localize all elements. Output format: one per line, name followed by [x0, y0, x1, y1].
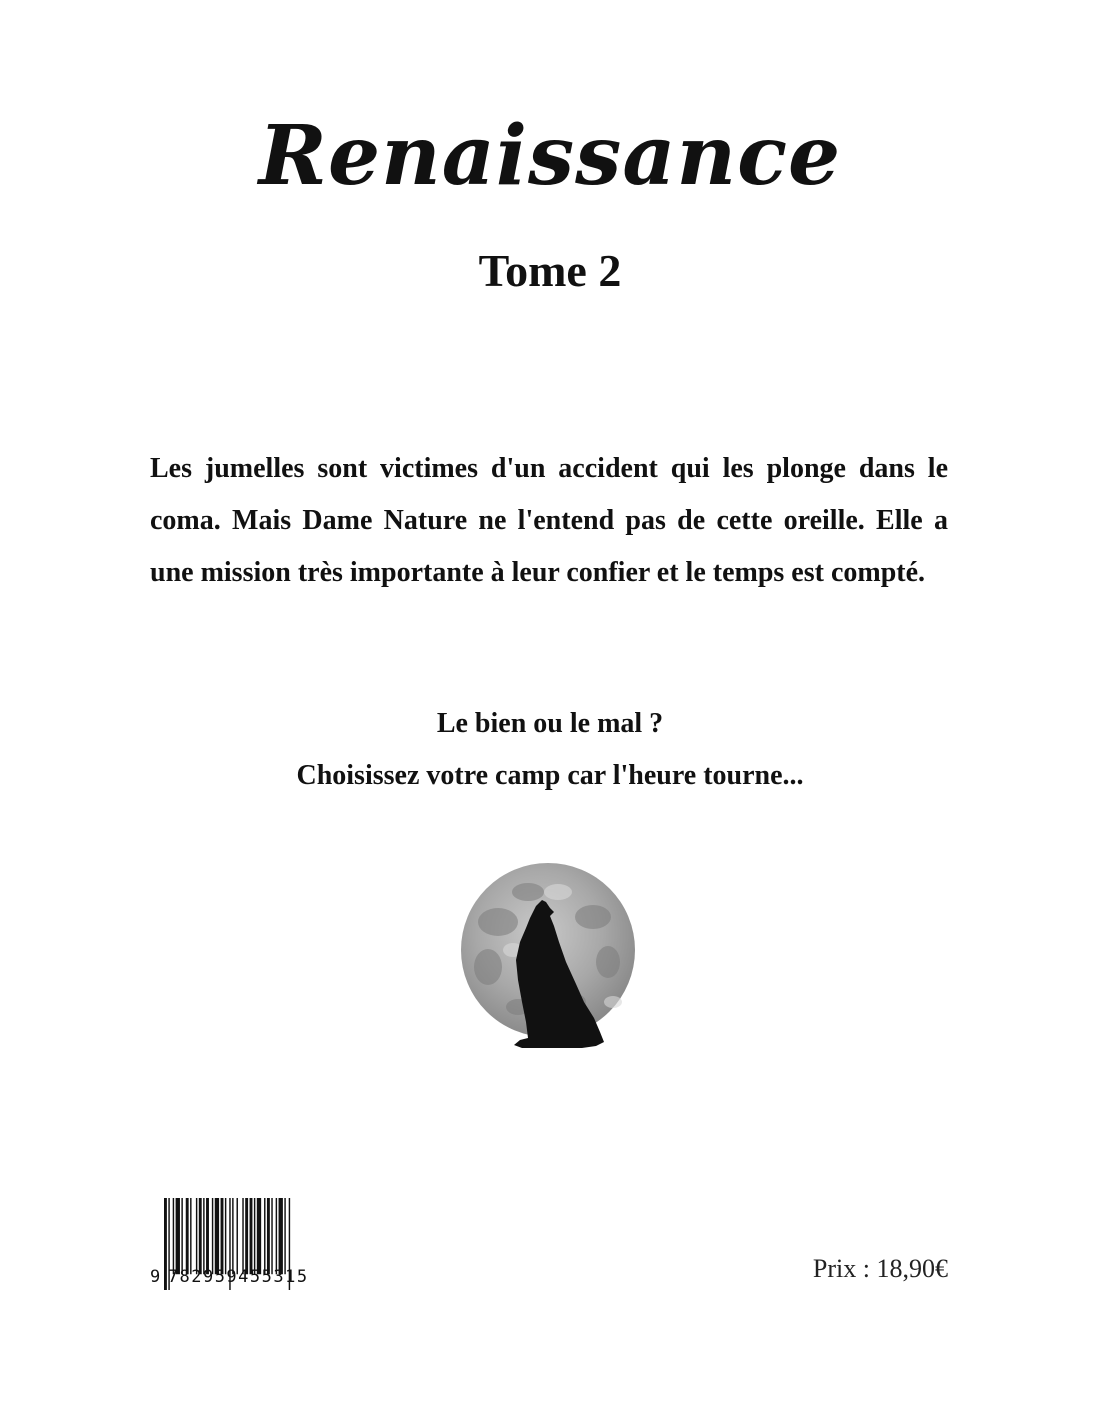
barcode-bar: [199, 1198, 202, 1274]
barcode-bar: [264, 1198, 265, 1274]
barcode-bar: [271, 1198, 272, 1274]
barcode-bar: [245, 1198, 248, 1274]
barcode-bar: [242, 1198, 243, 1274]
barcode-bar: [181, 1198, 182, 1274]
barcode-bar: [250, 1198, 253, 1274]
barcode-bar: [225, 1198, 226, 1274]
book-title: Renaissance: [258, 108, 842, 204]
barcode-bar: [254, 1198, 255, 1274]
barcode-bar: [186, 1198, 189, 1274]
barcode-bar: [203, 1198, 204, 1274]
tagline-question: Le bien ou le mal ?: [436, 708, 664, 739]
barcode-bar: [284, 1198, 285, 1274]
isbn-digits: 782959455315: [167, 1267, 309, 1287]
barcode-bar: [232, 1198, 233, 1274]
barcode-bar: [196, 1198, 197, 1274]
price-label: Prix : 18,90€: [812, 1254, 948, 1283]
barcode-bar: [190, 1198, 191, 1274]
barcode-bar: [267, 1198, 270, 1274]
barcode-bar: [212, 1198, 213, 1274]
barcode-bar: [257, 1198, 261, 1274]
barcode-bar: [215, 1198, 219, 1274]
synopsis-paragraph: Les jumelles sont victimes d'un accident qui les plonge dans le coma. Mais Dame Nature ne l'entend pas de cette oreille. Elle a une mission très importante à leur confier et le temps est compté.: [150, 453, 948, 588]
isbn-lead-digit: 9: [150, 1267, 162, 1287]
tagline-call-to-action: Choisissez votre camp car l'heure tourne...: [296, 760, 804, 791]
barcode-bar: [173, 1198, 174, 1274]
barcode-bar: [279, 1198, 283, 1274]
wolf-howling-moon-icon: [458, 862, 640, 1052]
barcode-bar: [206, 1198, 209, 1274]
barcode-bar: [221, 1198, 224, 1274]
volume-subtitle: Tome 2: [478, 245, 622, 296]
barcode-bar: [237, 1198, 238, 1274]
barcode-bar: [276, 1198, 277, 1274]
isbn-number: [150, 1266, 336, 1288]
barcode-bar: [176, 1198, 180, 1274]
